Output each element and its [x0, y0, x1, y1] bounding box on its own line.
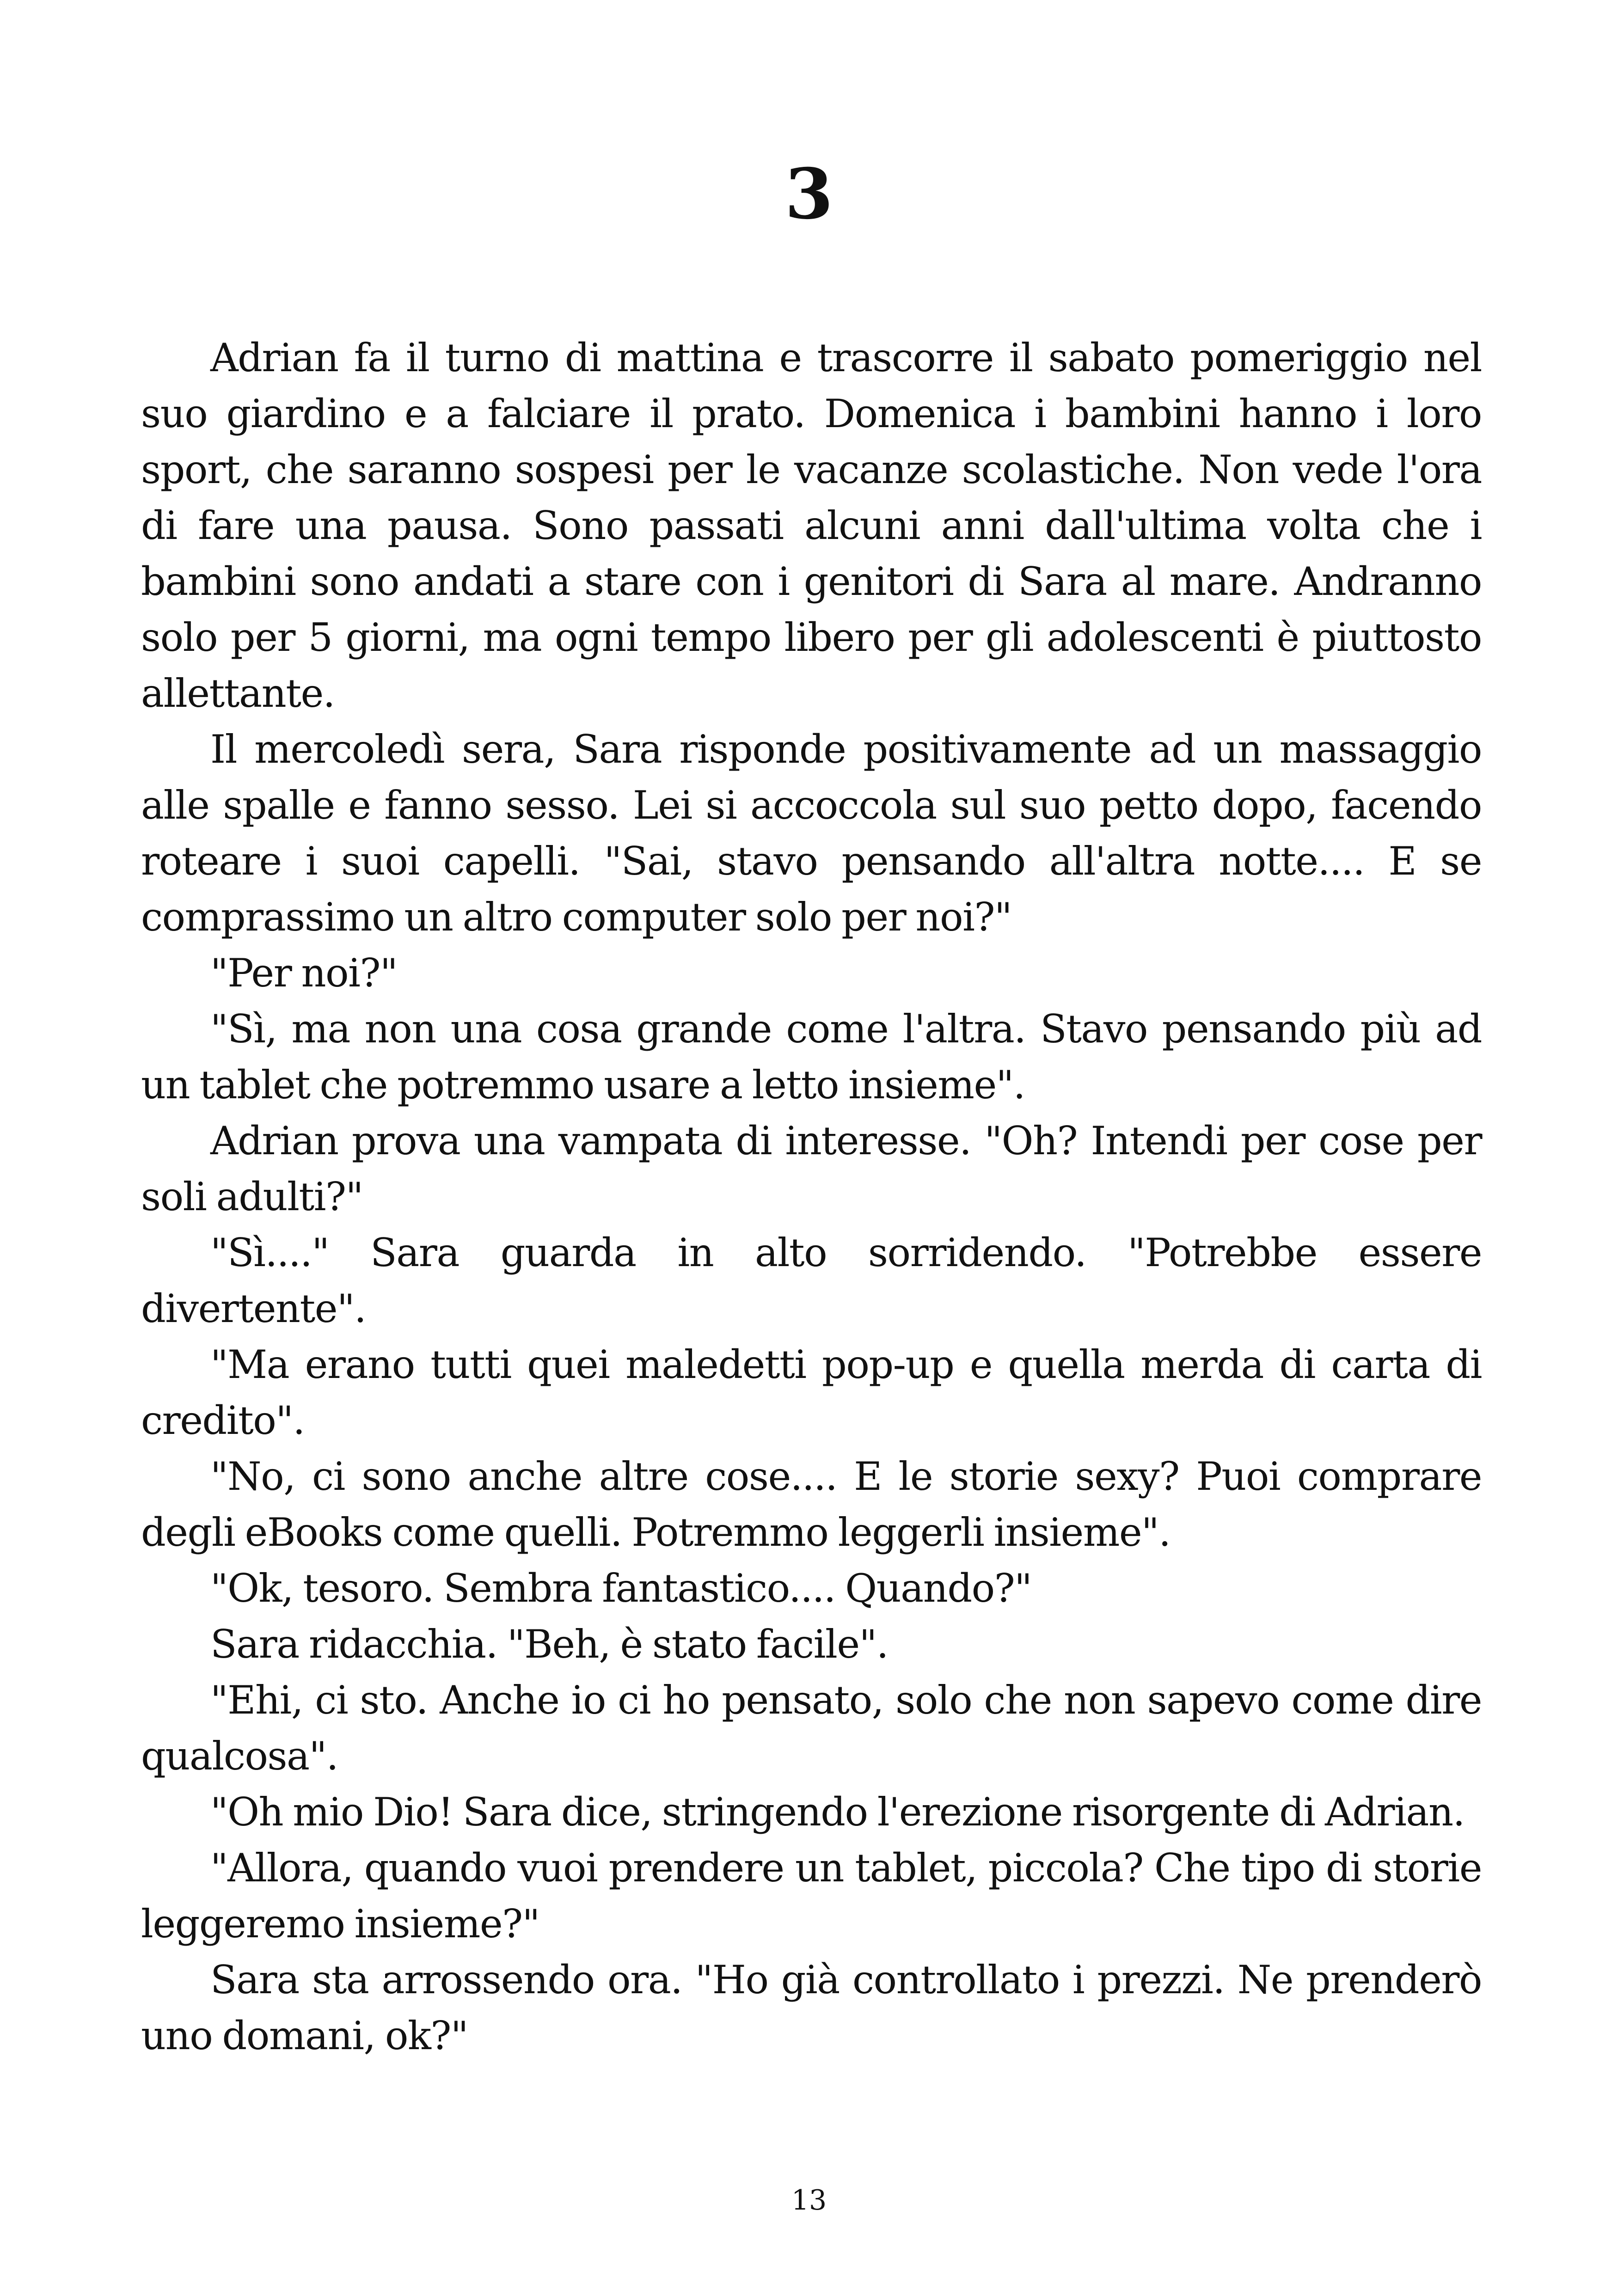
paragraph: Adrian fa il turno di mattina e trascorre il sabato pomeriggio nel suo giardino e a falciare il prato. Domenica i bambini hanno i loro sport, che saranno sospesi per le vacanze scolastiche. Non vede l'ora di fare una pausa. Sono passati alcuni anni dall'ultima volta che i bambini sono andati a stare con i genitori di Sara al mare. Andranno solo per 5 giorni, ma ogni tempo libero per gli adolescenti è piuttosto allettante.: [141, 335, 1482, 716]
paragraph: "No, ci sono anche altre cose.... E le storie sexy? Puoi comprare degli eBooks come quelli. Potremmo leggerli insieme".: [141, 1454, 1482, 1555]
paragraph: Sara ridacchia. "Beh, è stato facile".: [210, 1622, 888, 1667]
paragraph: "Sì...." Sara guarda in alto sorridendo. "Potrebbe essere divertente".: [141, 1230, 1482, 1331]
paragraph: "Per noi?": [210, 950, 398, 996]
paragraph: "Ehi, ci sto. Anche io ci ho pensato, solo che non sapevo come dire qualcosa".: [141, 1678, 1482, 1779]
paragraph: "Ok, tesoro. Sembra fantastico.... Quando?": [210, 1566, 1032, 1611]
chapter-body: [141, 330, 1482, 2064]
page-number: 13: [791, 2184, 827, 2216]
paragraph: Sara sta arrossendo ora. "Ho già controllato i prezzi. Ne prenderò uno domani, ok?": [141, 1957, 1482, 2058]
paragraph: Adrian prova una vampata di interesse. "Oh? Intendi per cose per soli adulti?": [141, 1118, 1482, 1219]
paragraph: Il mercoledì sera, Sara risponde positivamente ad un massaggio alle spalle e fanno sesso. Lei si accoccola sul suo petto dopo, facendo roteare i suoi capelli. "Sai, stavo pensando all'altra notte.... E se comprassimo un altro computer solo per noi?": [141, 727, 1482, 940]
paragraph: "Allora, quando vuoi prendere un tablet, piccola? Che tipo di storie leggeremo insieme?": [141, 1845, 1482, 1947]
chapter-title: 3: [784, 153, 834, 235]
paragraph: "Sì, ma non una cosa grande come l'altra. Stavo pensando più ad un tablet che potremmo usare a letto insieme".: [141, 1006, 1482, 1108]
paragraph: "Ma erano tutti quei maledetti pop-up e quella merda di carta di credito".: [141, 1342, 1482, 1443]
paragraph: "Oh mio Dio! Sara dice, stringendo l'erezione risorgente di Adrian.: [210, 1789, 1465, 1835]
